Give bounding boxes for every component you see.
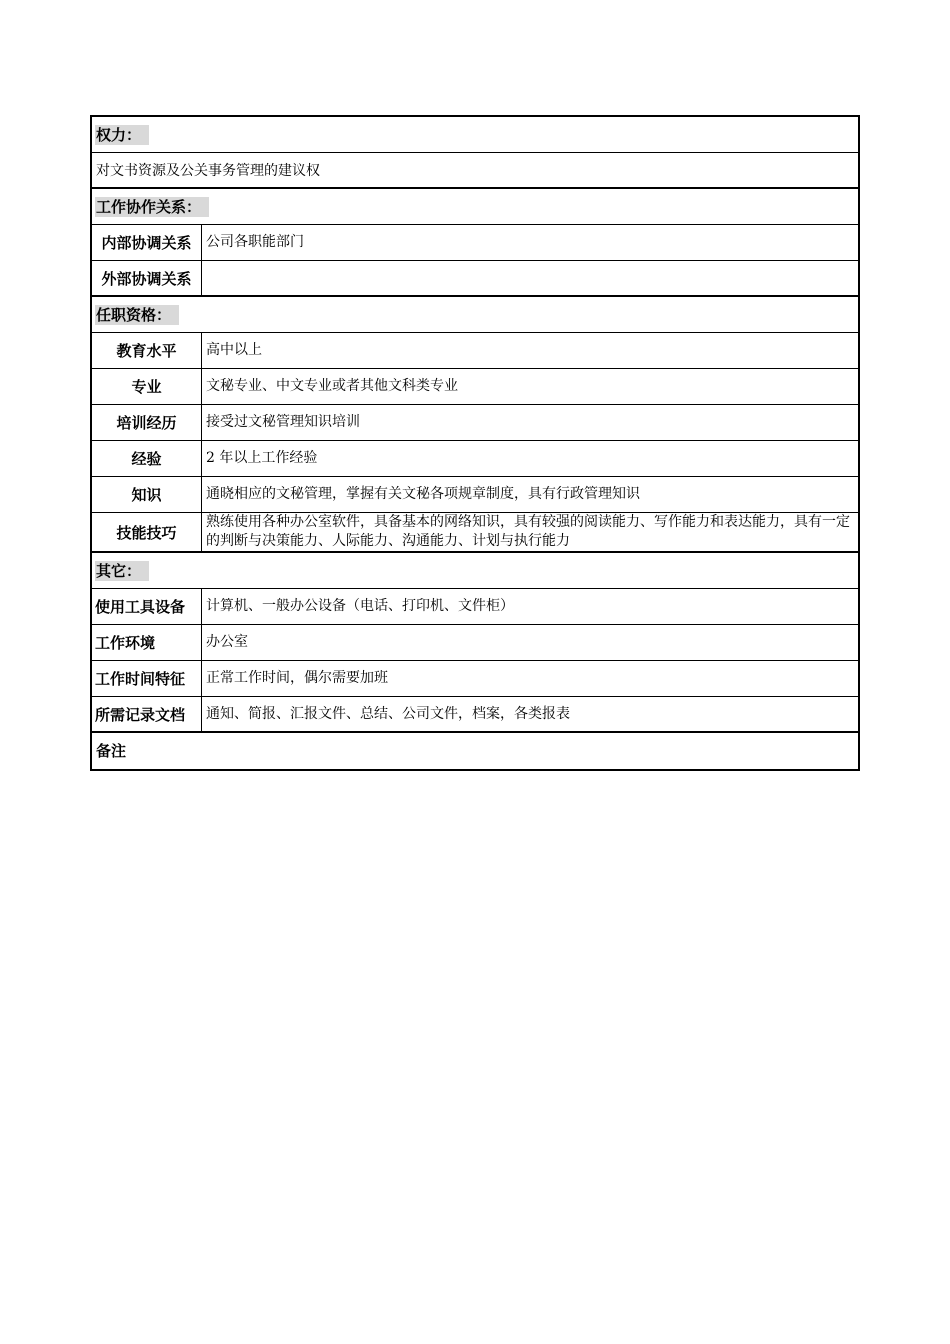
- row-label: 经验: [92, 441, 202, 476]
- other-row-tools: [92, 589, 858, 625]
- row-label: 工作时间特征: [92, 661, 202, 696]
- relations-row-external: [92, 261, 858, 297]
- row-value: 公司各职能部门: [206, 234, 304, 250]
- qualification-row-training: [92, 405, 858, 441]
- section-title-relations: 工作协作关系：: [95, 197, 209, 217]
- other-row-documents: [92, 697, 858, 733]
- row-label: 培训经历: [92, 405, 202, 440]
- row-value: 办公室: [206, 634, 248, 650]
- authority-text: 对文书资源及公关事务管理的建议权: [96, 163, 320, 179]
- row-label: 内部协调关系: [92, 225, 202, 260]
- section-remarks-header: [92, 733, 858, 769]
- section-title-authority: 权力：: [95, 125, 149, 145]
- relations-row-internal: [92, 225, 858, 261]
- row-label: 所需记录文档: [92, 697, 202, 731]
- other-row-work-hours: [92, 661, 858, 697]
- row-label: 工作环境: [92, 625, 202, 660]
- section-title-qualifications: 任职资格：: [95, 305, 179, 325]
- section-relations-header: [92, 189, 858, 225]
- job-description-table: [90, 115, 860, 771]
- row-label: 教育水平: [92, 333, 202, 368]
- section-title-remarks: 备注: [96, 742, 127, 760]
- authority-text-row: [92, 153, 858, 189]
- row-value: 通知、简报、汇报文件、总结、公司文件，档案，各类报表: [206, 705, 570, 722]
- section-other-header: [92, 553, 858, 589]
- row-label: 技能技巧: [92, 513, 202, 551]
- qualification-row-major: [92, 369, 858, 405]
- row-value: 正常工作时间，偶尔需要加班: [206, 670, 388, 686]
- qualification-row-knowledge: [92, 477, 858, 513]
- section-qualifications-header: [92, 297, 858, 333]
- row-value: 计算机、一般办公设备（电话、打印机、文件柜）: [206, 598, 514, 614]
- other-row-environment: [92, 625, 858, 661]
- row-value: 熟练使用各种办公室软件，具备基本的网络知识，具有较强的阅读能力、写作能力和表达能力，具有一定的判断与决策能力、人际能力、沟通能力、计划与执行能力: [206, 514, 850, 549]
- row-value: 文秘专业、中文专业或者其他文科类专业: [206, 378, 458, 394]
- row-value: 通晓相应的文秘管理，掌握有关文秘各项规章制度，具有行政管理知识: [206, 486, 640, 502]
- row-label: 知识: [92, 477, 202, 512]
- row-label: 外部协调关系: [92, 261, 202, 295]
- qualification-row-experience: [92, 441, 858, 477]
- qualification-row-skills: [92, 513, 858, 553]
- row-label: 专业: [92, 369, 202, 404]
- row-value: 2 年以上工作经验: [206, 450, 318, 466]
- section-authority-header: [92, 117, 858, 153]
- row-value: 高中以上: [206, 342, 262, 358]
- row-value: 接受过文秘管理知识培训: [206, 414, 360, 430]
- row-label: 使用工具设备: [92, 589, 202, 624]
- qualification-row-education: [92, 333, 858, 369]
- row-value: [202, 261, 858, 295]
- section-title-other: 其它：: [95, 561, 149, 581]
